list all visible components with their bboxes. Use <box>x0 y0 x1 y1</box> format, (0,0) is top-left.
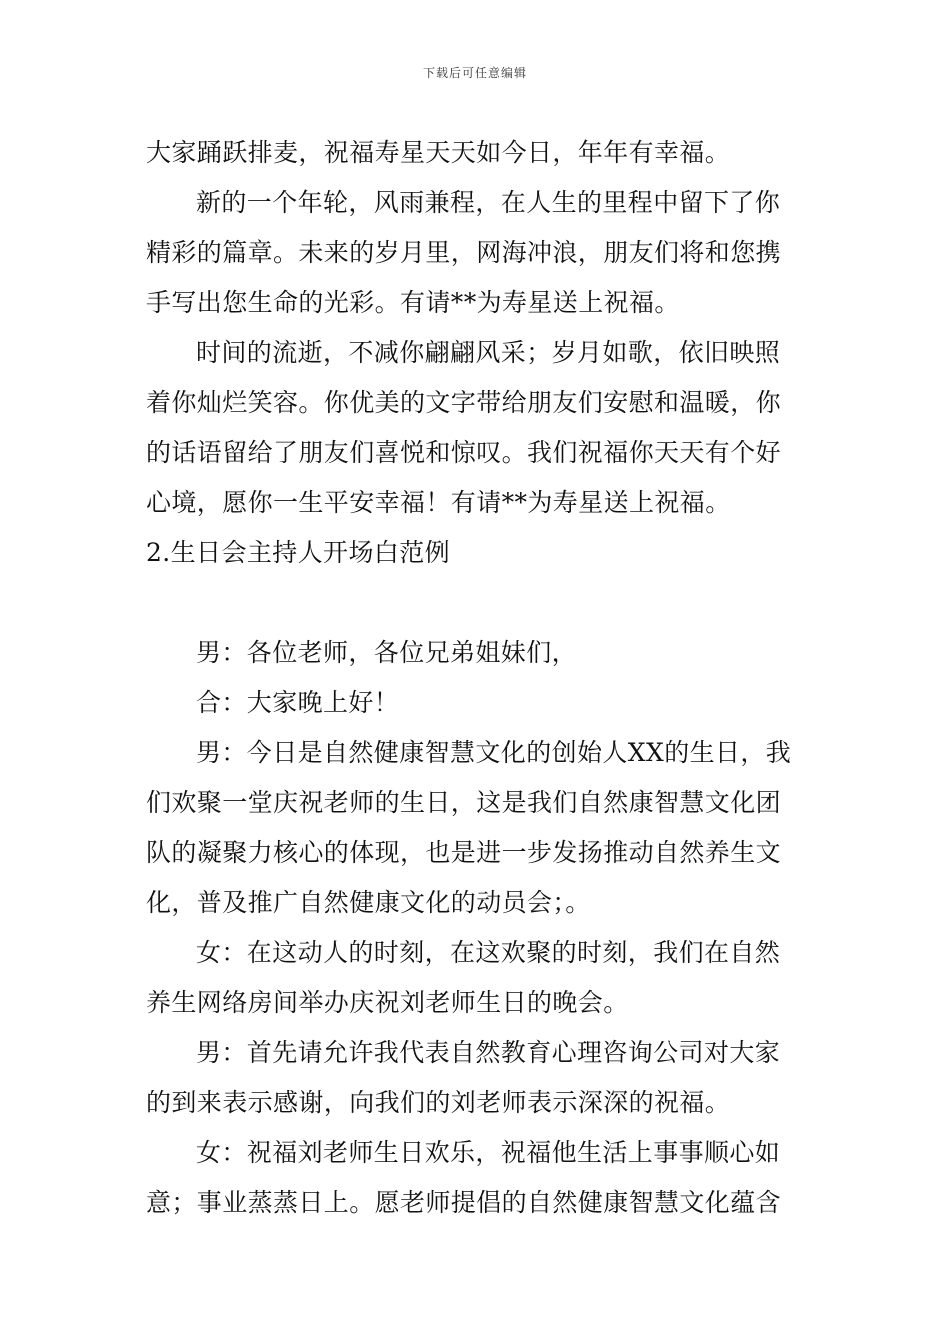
text-line: 精彩的篇章。未来的岁月里，网海冲浪，朋友们将和您携 <box>146 238 782 267</box>
paragraph-start: 时间的流逝，不减你翩翩风采；岁月如歌，依旧映照 <box>196 338 781 367</box>
paragraph-start: 新的一个年轮，风雨兼程，在人生的里程中留下了你 <box>196 188 781 217</box>
page-header: 下载后可任意编辑 <box>422 66 527 80</box>
dialogue-line: 男：各位老师，各位兄弟姐妹们， <box>196 638 578 667</box>
text-line: 的到来表示感谢，向我们的刘老师表示深深的祝福。 <box>146 1088 731 1117</box>
document-body <box>146 128 806 1228</box>
dialogue-line: 男：今日是自然健康智慧文化的创始人XX的生日，我 <box>196 738 792 767</box>
text-line: 养生网络房间举办庆祝刘老师生日的晚会。 <box>146 988 629 1017</box>
text-line: 心境，愿你一生平安幸福！有请**为寿星送上祝福。 <box>146 488 731 517</box>
text-line: 队的凝聚力核心的体现，也是进一步发扬推动自然养生文 <box>146 838 782 867</box>
text-line: 大家踊跃排麦，祝福寿星天天如今日，年年有幸福。 <box>146 138 731 167</box>
dialogue-line: 男：首先请允许我代表自然教育心理咨询公司对大家 <box>196 1038 781 1067</box>
dialogue-line: 女：祝福刘老师生日欢乐，祝福他生活上事事顺心如 <box>196 1138 781 1167</box>
text-line: 手写出您生命的光彩。有请**为寿星送上祝福。 <box>146 288 680 317</box>
dialogue-line: 女：在这动人的时刻，在这欢聚的时刻，我们在自然 <box>196 938 781 967</box>
text-line: 的话语留给了朋友们喜悦和惊叹。我们祝福你天天有个好 <box>146 438 782 467</box>
text-line: 化，普及推广自然健康文化的动员会；。 <box>146 888 591 917</box>
text-line: 意；事业蒸蒸日上。愿老师提倡的自然健康智慧文化蕴含 <box>146 1188 782 1217</box>
section-heading: 2.生日会主持人开场白范例 <box>146 538 451 567</box>
text-line: 着你灿烂笑容。你优美的文字带给朋友们安慰和温暖，你 <box>146 388 782 417</box>
text-line: 们欢聚一堂庆祝老师的生日，这是我们自然康智慧文化团 <box>146 788 782 817</box>
dialogue-line: 合：大家晚上好！ <box>196 688 400 717</box>
blank-line <box>146 578 806 628</box>
